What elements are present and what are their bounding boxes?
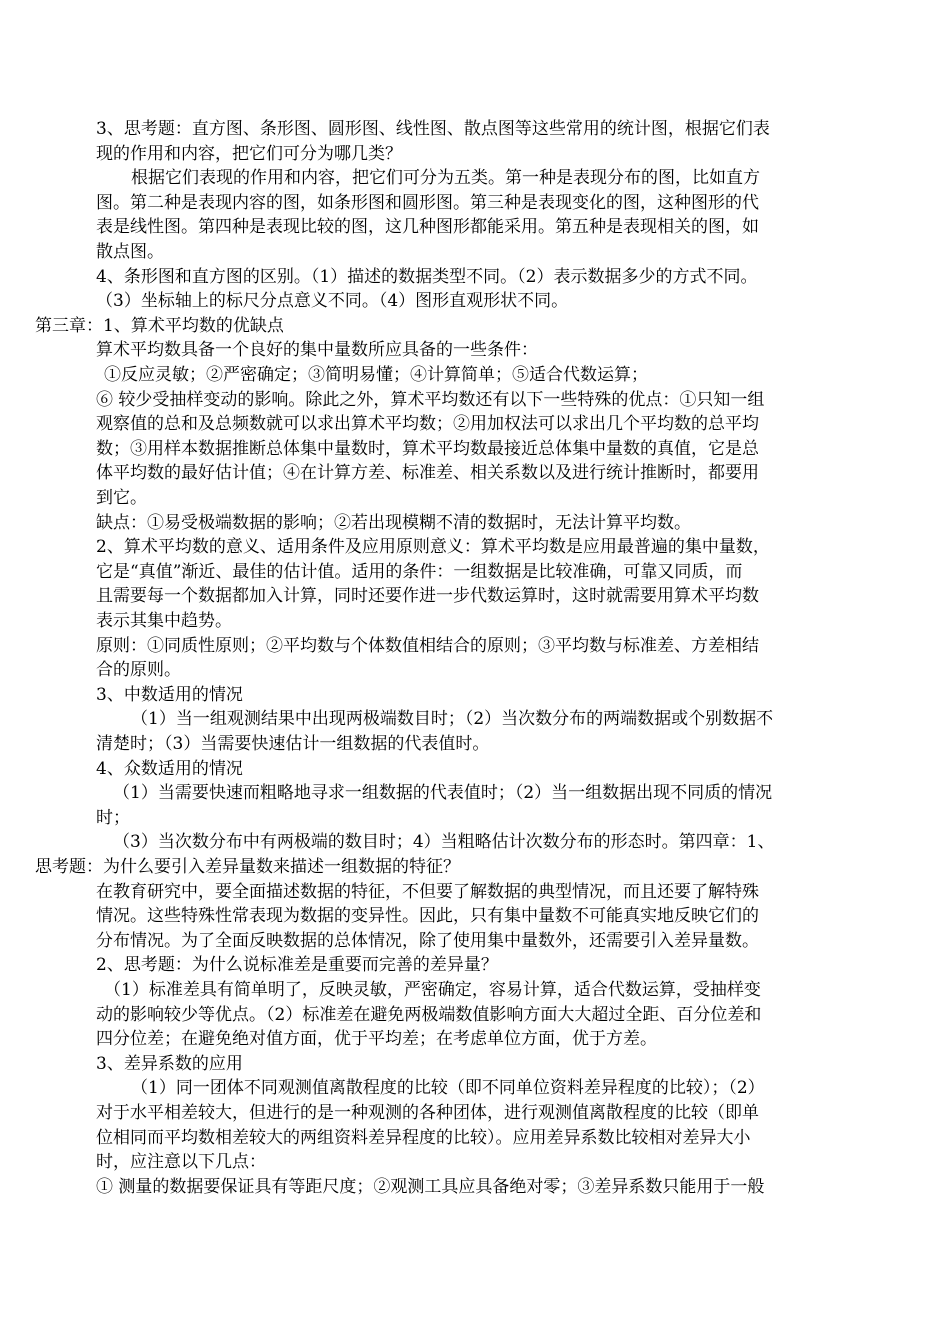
text-line: 位相同而平均数相差较大的两组资料差异程度的比较）。应用差异系数比较相对差异大小 bbox=[96, 1127, 751, 1148]
text-line: 时，应注意以下几点： bbox=[96, 1152, 266, 1173]
text-line: 4、众数适用的情况 bbox=[96, 758, 243, 779]
text-line: ⑥ 较少受抽样变动的影响。除此之外，算术平均数还有以下一些特殊的优点：①只知一组 bbox=[96, 389, 765, 410]
text-line: 情况。这些特殊性常表现为数据的变异性。因此，只有集中量数不可能真实地反映它们的 bbox=[96, 906, 759, 927]
text-line: （3）坐标轴上的标尺分点意义不同。（4）图形直观形状不同。 bbox=[96, 291, 569, 312]
text-line: 思考题：为什么要引入差异量数来描述一组数据的特征？ bbox=[35, 857, 460, 877]
text-line: ① 测量的数据要保证具有等距尺度；②观测工具应具备绝对零；③差异系数只能用于一般 bbox=[96, 1176, 765, 1197]
text-line: 3、思考题：直方图、条形图、圆形图、线性图、散点图等这些常用的统计图，根据它们表 bbox=[96, 119, 770, 139]
text-line: 根据它们表现的作用和内容，把它们可分为五类。第一种是表现分布的图，比如直方 bbox=[131, 168, 760, 189]
text-line: 2、算术平均数的意义、适用条件及应用原则意义：算术平均数是应用最普遍的集中量数， bbox=[96, 537, 770, 558]
text-line: ①反应灵敏；②严密确定；③简明易懂；④计算简单；⑤适合代数运算； bbox=[104, 365, 648, 385]
text-line: 4、条形图和直方图的区别。（1）描述的数据类型不同。（2）表示数据多少的方式不同。 bbox=[96, 266, 758, 287]
text-line: 算术平均数具备一个良好的集中量数所应具备的一些条件： bbox=[96, 340, 538, 361]
text-line: （1）同一团体不同观测值离散程度的比较（即不同单位资料差异程度的比较）；（2） bbox=[131, 1078, 765, 1099]
text-line: 3、差异系数的应用 bbox=[96, 1053, 243, 1074]
text-line: 合的原则。 bbox=[96, 660, 181, 681]
text-line: 时； bbox=[96, 807, 130, 828]
text-line: 且需要每一个数据都加入计算，同时还要作进一步代数运算时，这时就需要用算术平均数 bbox=[96, 586, 759, 607]
text-line: （3）当次数分布中有两极端的数目时；4）当粗略估计次数分布的形态时。第四章：1、 bbox=[113, 832, 775, 853]
text-line: 在教育研究中，要全面描述数据的特征，不但要了解数据的典型情况，而且还要了解特殊 bbox=[96, 881, 759, 902]
text-line: 清楚时；（3）当需要快速估计一组数据的代表值时。 bbox=[96, 734, 490, 754]
text-line: 数；③用样本数据推断总体集中量数时，算术平均数最接近总体集中量数的真值，它是总 bbox=[96, 438, 759, 459]
text-line: 表是线性图。第四种是表现比较的图，这几种图形都能采用。第五种是表现相关的图，如 bbox=[96, 217, 759, 238]
text-line: 动的影响较少等优点。（2）标准差在避免两极端数值影响方面大大超过全距、百分位差和 bbox=[96, 1004, 762, 1025]
text-line: 原则：①同质性原则；②平均数与个体数值相结合的原则；③平均数与标准差、方差相结 bbox=[96, 635, 759, 656]
text-line: 第三章：1、算术平均数的优缺点 bbox=[35, 315, 284, 336]
text-line: （1）当一组观测结果中出现两极端数目时；（2）当次数分布的两端数据或个别数据不 bbox=[131, 709, 774, 730]
text-line: 3、中数适用的情况 bbox=[96, 684, 243, 705]
text-line: （1）当需要快速而粗略地寻求一组数据的代表值时；（2）当一组数据出现不同质的情况 bbox=[113, 783, 773, 804]
text-line: 它是“真值”渐近、最佳的估计值。适用的条件：一组数据是比较准确，可靠又同质，而 bbox=[96, 561, 743, 582]
text-line: 缺点：①易受极端数据的影响；②若出现模糊不清的数据时，无法计算平均数。 bbox=[96, 512, 691, 533]
text-line: 观察值的总和及总频数就可以求出算术平均数；②用加权法可以求出几个平均数的总平均 bbox=[96, 414, 759, 435]
text-line: 现的作用和内容，把它们可分为哪几类？ bbox=[96, 143, 402, 164]
text-line: 表示其集中趋势。 bbox=[96, 611, 232, 631]
text-line: 到它。 bbox=[96, 488, 147, 508]
text-line: 对于水平相差较大，但进行的是一种观测的各种团体，进行观测值离散程度的比较（即单 bbox=[96, 1103, 759, 1123]
text-line: 图。第二种是表现内容的图，如条形图和圆形图。第三种是表现变化的图，这种图形的代 bbox=[96, 192, 759, 213]
text-line: （1）标准差具有简单明了，反映灵敏，严密确定，容易计算，适合代数运算，受抽样变 bbox=[104, 980, 761, 1000]
text-line: 四分位差；在避免绝对值方面，优于平均差；在考虑单位方面，优于方差。 bbox=[96, 1029, 657, 1050]
text-line: 分布情况。为了全面反映数据的总体情况，除了使用集中量数外，还需要引入差异量数。 bbox=[96, 930, 759, 951]
text-line: 散点图。 bbox=[96, 242, 164, 262]
text-line: 2、思考题：为什么说标准差是重要而完善的差异量？ bbox=[96, 955, 498, 976]
text-line: 体平均数的最好估计值；④在计算方差、标准差、相关系数以及进行统计推断时，都要用 bbox=[96, 463, 759, 484]
